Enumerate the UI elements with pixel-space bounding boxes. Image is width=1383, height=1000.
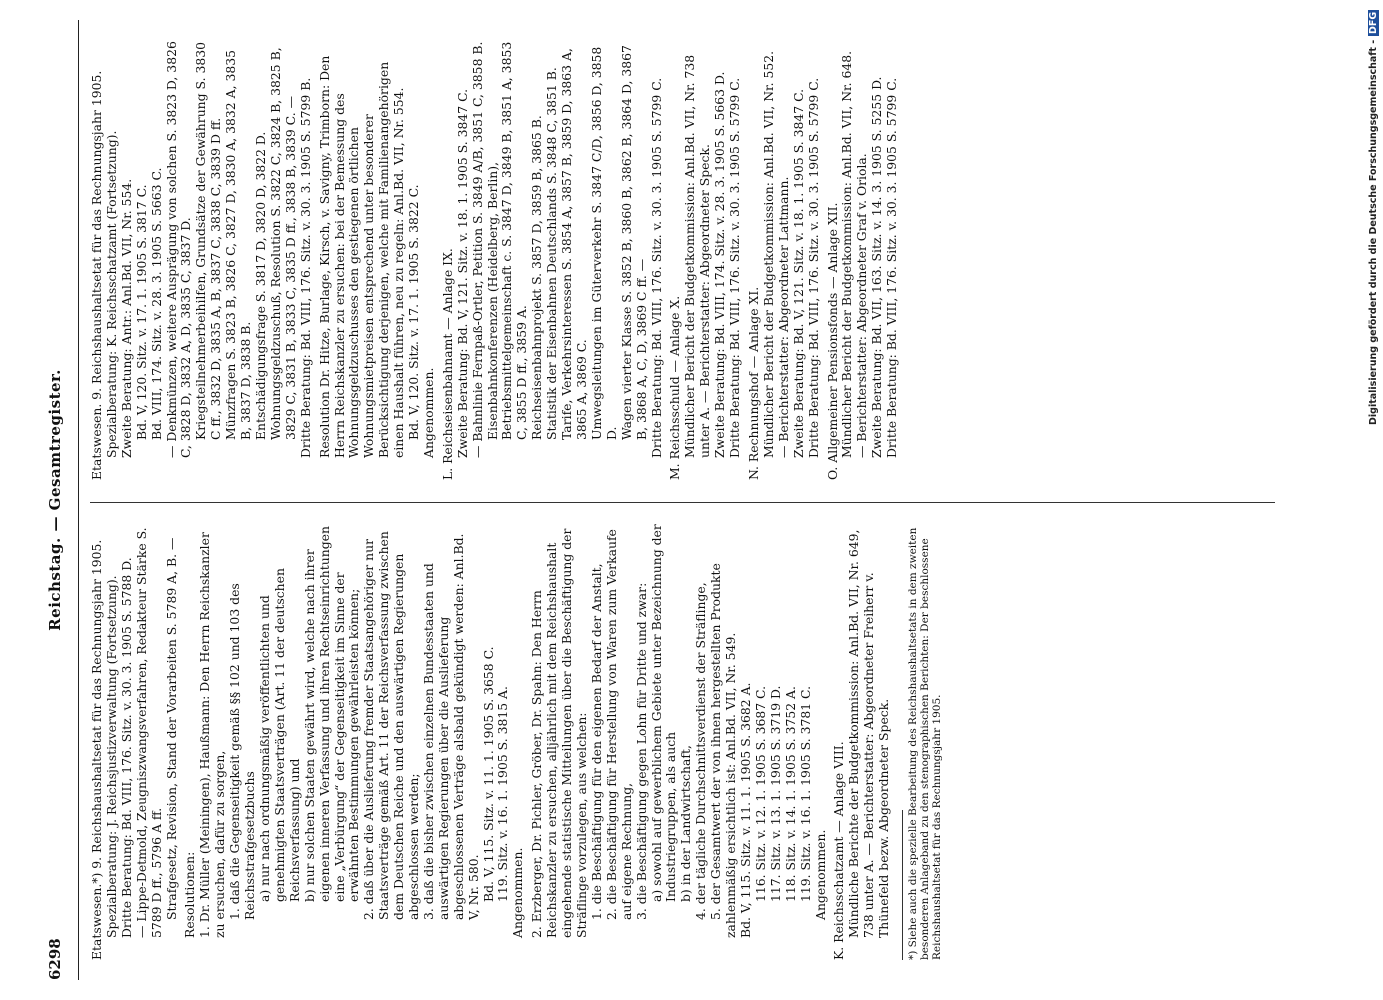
index-entry: Angenommen.	[812, 829, 828, 920]
index-entry: Bd. V, 115. Sitz. v. 11. 1. 1905 S. 3682 A.	[737, 682, 753, 938]
footnote-rule	[902, 810, 903, 960]
index-entry: Etatswesen. 9. Reichshaushaltsetat für das Rechnungsjahr 1905. Spezialberatung: K. Reichsschatzamt (Fortsetzung).	[89, 70, 119, 480]
index-entry: Dritte Beratung: Bd. VIII, 176. Sitz. v. 30. 3. 1905 S. 5788 D.	[118, 557, 134, 938]
index-entry: Wagen vierter Klasse S. 3852 B, 3860 B, 3862 B, 3864 D, 3867 B, 3868 A, C, D, 3869 C ff. —	[618, 45, 649, 440]
index-entry: Resolution Dr. Hitze, Burlage, Kirsch, v. Savigny, Trimborn: Den Herrn Reichskanzler zu ersuchen: bei der Bemessung des Wohnungsgeldzuschusses den gestiegenen örtlichen Wohnungsmietpreisen entsprechend unter besonderer Berücksichtigung derjenigen, welche mit Familienangehörigen einen Haushalt führen, neu zu regeln: Anl.Bd. VII, Nr. 554.	[316, 55, 407, 458]
index-entry: 3. die Beschäftigung gegen Lohn für Dritte und zwar:	[633, 582, 649, 920]
index-entry: O. Allgemeiner Pensionsfonds — Anlage XII.	[824, 202, 840, 480]
header-rule	[78, 20, 79, 980]
index-entry: 5. der Gesamtwert der von ihnen hergestellten Produkte	[708, 563, 724, 920]
index-entry: 1. daß die Gegenseitigkeit gemäß §§ 102 und 103 des Reichsstrafgesetzbuchs	[227, 583, 258, 920]
index-entry: Dritte Beratung: Bd. VIII, 176. Sitz. v. 30. 3. 1905 S. 5799 C.	[648, 77, 664, 458]
index-entry: a) sowohl auf gewerblichem Gebiete unter Bezeichnung der Industriegruppen, als auch	[648, 524, 679, 902]
index-entry: K. Reichsschatzamt — Anlage VIII.	[831, 741, 847, 960]
index-entry: — Bahnlinie Fernpaß-Ortler, Petition S. 3849 A/B, 3851 C, 3858 B.	[469, 41, 485, 458]
footnote: *) Siehe auch die spezielle Bearbeitung des Reichshaushaltsetats in dem zweiten besonderen Anlageband zu den stenographischen Berichten: Der beschlossene Reichshaushaltsetat für das Rechnungsjahr 1905.	[907, 527, 944, 960]
index-entry: Angenommen.	[420, 367, 436, 458]
index-entry: — Lippe-Detmold, Zeugniszwangsverfahren, Redakteur Stärke S. 5789 D ff., 5796 A ff.	[133, 527, 164, 938]
index-entry: Eisenbahnkonferenzen (Heidelberg, Berlin), Betriebsmittelgemeinschaft c. S. 3847 D, 3849 B, 3851 A, 3853 C, 3855 D ff., 3859 A.	[484, 41, 530, 440]
index-entry: Münzfragen S. 3823 B, 3826 C, 3827 D, 3830 A, 3832 A, 3835 B, 3837 D, 3838 B.	[223, 50, 254, 440]
index-entry: Dritte Beratung: Bd. VIII, 176. Sitz. v. 30. 3. 1905 S. 5799 B.	[297, 77, 313, 458]
column-divider	[90, 502, 1275, 503]
running-head	[46, 0, 74, 1000]
index-entry: 4. der tägliche Durchschnittsverdienst der Sträflinge,	[693, 582, 709, 920]
digitization-credit	[1368, 10, 1382, 990]
index-entry: Etatswesen.*) 9. Reichshaushaltsetat für das Rechnungsjahr 1905. Spezialberatung: J. Reichsjustizverwaltung (Fortsetzung).	[89, 539, 119, 960]
index-entry: Dritte Beratung: Bd. VIII, 176. Sitz. v. 30. 3. 1905 S. 5799 C.	[884, 77, 900, 458]
index-entry: L. Reichseisenbahnamt — Anlage IX.	[439, 248, 455, 480]
index-entry: Wohnungsgeldzuschuß, Resolution S. 3822 C, 3824 B, 3825 B, 3829 C, 3831 B, 3833 C, 3835 D ff., 3838 B, 3839 C. —	[267, 47, 298, 440]
index-entry: Bd. V, 120. Sitz. v. 17. 1. 1905 S. 3817 C.	[133, 184, 149, 440]
index-entry: 2. Erzberger, Dr. Pichler, Gröber, Dr. Spahn: Den Herrn Reichskanzler zu ersuchen, alljährlich mit dem Reichshaushalt eingehende statistische Mitteilungen über die Beschäftigung der Sträflinge vorzulegen, aus welchen:	[529, 528, 589, 938]
index-entry: b) nur solchen Staaten gewährt wird, welche nach ihrer eigenen inneren Verfassung und ihren Rechtseinrichtungen eine „Verbürgung“ der Gegenseitigkeit im Sinne der erwähnten Bestimmungen gewährleisten können;	[301, 526, 362, 902]
index-entry: Kriegsteilnehmerbeihilfen, Grundsätze der Gewährung S. 3830 C ff., 3832 D, 3835 A, B, 3837 C, 3838 C, 3839 D ff.	[193, 42, 224, 440]
index-entry: Mündlicher Bericht der Budgetkommission: Anl.Bd. VII, Nr. 552. — Berichterstatter: Abgeordneter Lattmann.	[760, 50, 791, 458]
index-entry: 2. daß über die Auslieferung fremder Staatsangehöriger nur Staatsverträge gemäß Art. 11 der Reichsverfassung zwischen dem Deutschen Reiche und den auswärtigen Regierungen abgeschlossen werden;	[361, 531, 422, 920]
left-column	[90, 520, 943, 960]
index-entry: 118. Sitz. v. 14. 1. 1905 S. 3752 A.	[782, 686, 798, 902]
index-entry: a) nur nach ordnungsmäßig veröffentlichten und genehmigten Staatsverträgen (Art. 11 der deutschen Reichsverfassung) und	[256, 568, 302, 902]
index-entry: N. Rechnungshof — Anlage XI.	[745, 286, 761, 480]
index-entry: 2. die Beschäftigung für Herstellung von Waren zum Verkaufe auf eigene Rechnung,	[603, 529, 634, 920]
index-entry: Bd. VIII, 174. Sitz. v. 28. 3. 1905 S. 5663 C.	[148, 167, 164, 440]
index-entry: 116. Sitz. v. 12. 1. 1905 S. 3687 C.	[752, 685, 768, 902]
index-entry: 1. Dr. Müller (Meiningen), Haußmann: Den Herrn Reichskanzler zu ersuchen, dafür zu sorgen,	[197, 532, 228, 938]
running-title: Reichstag. — Gesamtregister.	[46, 369, 64, 631]
index-entry: 1. die Beschäftigung für den eigenen Bedarf der Anstalt,	[588, 563, 604, 920]
index-entry: Zweite Beratung: Bd. V, 121. Sitz. v. 18. 1. 1905 S. 3847 C.	[790, 88, 806, 458]
dfg-logo: DFG	[1368, 12, 1379, 35]
index-entry: Statistik der Eisenbahnen Deutschlands S. 3848 C, 3851 B.	[544, 67, 560, 440]
index-entry: Resolutionen:	[182, 851, 198, 938]
index-entry: Dritte Beratung: Bd. VIII, 176. Sitz. v. 30. 3. 1905 S. 5799 C.	[805, 77, 821, 458]
index-entry: b) in der Landwirtschaft,	[678, 745, 694, 902]
credit-text: Digitalisierung gefördert durch die Deutsche Forschungsgemeinschaft -	[1368, 39, 1379, 425]
index-entry: Zweite Beratung: Antr.: Anl.Bd. VII, Nr. 554.	[118, 178, 134, 458]
index-entry: Umwegsleitungen im Güterverkehr S. 3847 C/D, 3856 D, 3858 D.	[588, 46, 619, 440]
index-entry: Bd. V, 120. Sitz. v. 17. 1. 1905 S. 3822 C.	[406, 184, 422, 440]
index-entry: Angenommen.	[510, 847, 526, 938]
index-entry: 119. Sitz. v. 16. 1. 1905 S. 3781 C.	[797, 685, 813, 902]
index-entry: 119. Sitz. v. 16. 1. 1905 S. 3815 A.	[495, 686, 511, 902]
index-entry: 3. daß die bisher zwischen einzelnen Bundesstaaten und auswärtigen Regierungen über die Auslieferung abgeschlossenen Verträge alsbald gekündigt werden: Anl.Bd. V, Nr. 580.	[420, 533, 481, 920]
index-entry: 117. Sitz. v. 13. 1. 1905 S. 3719 D.	[767, 685, 783, 902]
index-entry: Tarife, Verkehrsinteressen S. 3854 A, 3857 B, 3859 D, 3863 A, 3865 A, 3869 C.	[559, 48, 589, 440]
index-entry: Strafgesetz, Revision, Stand der Vorarbeiten S. 5789 A, B. —	[163, 537, 179, 920]
index-entry: Reichseisenbahnprojekt S. 3857 D, 3859 B, 3865 B.	[529, 115, 545, 440]
index-entry: — Denkmünzen, weitere Ausprägung von solchen S. 3823 D, 3826 C, 3828 D, 3832 A, D, 3835 C, 3837 D.	[163, 41, 194, 458]
right-column	[90, 40, 900, 480]
index-entry: M. Reichsschuld — Anlage X.	[667, 295, 683, 480]
index-entry: Mündliche Berichte der Budgetkommission: Anl.Bd. VII, Nr. 649, 738 unter A. — Berichterstatter: Abgeordneter Freiherr v. Thünefeld bezw. Abgeordneter Speck.	[846, 529, 892, 938]
index-entry: Zweite Beratung: Bd. VII, 163. Sitz. v. 14. 3. 1905 S. 5255 D.	[869, 76, 885, 458]
index-entry: Entschädigungsfrage S. 3817 D, 3820 D, 3822 D.	[252, 131, 268, 440]
index-entry: zahlenmäßig ersichtlich ist: Anl.Bd. VII, Nr. 549.	[723, 632, 739, 938]
index-entry: Mündlicher Bericht der Budgetkommission: Anl.Bd. VII, Nr. 738 unter A. — Berichterstatter: Abgeordneter Speck.	[682, 54, 713, 458]
index-entry: Bd. V, 115. Sitz. v. 11. 1. 1905 S. 3658 C.	[480, 646, 496, 902]
index-entry: Mündlicher Bericht der Budgetkommission: Anl.Bd. VII, Nr. 648. — Berichterstatter: Abgeordneter Graf v. Oriola.	[839, 50, 870, 458]
index-entry: Dritte Beratung: Bd. VIII, 176. Sitz. v. 30. 3. 1905 S. 5799 C.	[727, 77, 743, 458]
page-number: 6298	[46, 938, 64, 980]
index-entry: Zweite Beratung: Bd. VIII, 174. Sitz. v. 28. 3. 1905 S. 5663 D.	[712, 71, 728, 458]
index-entry: Zweite Beratung: Bd. V, 121. Sitz. v. 18. 1. 1905 S. 3847 C.	[454, 88, 470, 458]
